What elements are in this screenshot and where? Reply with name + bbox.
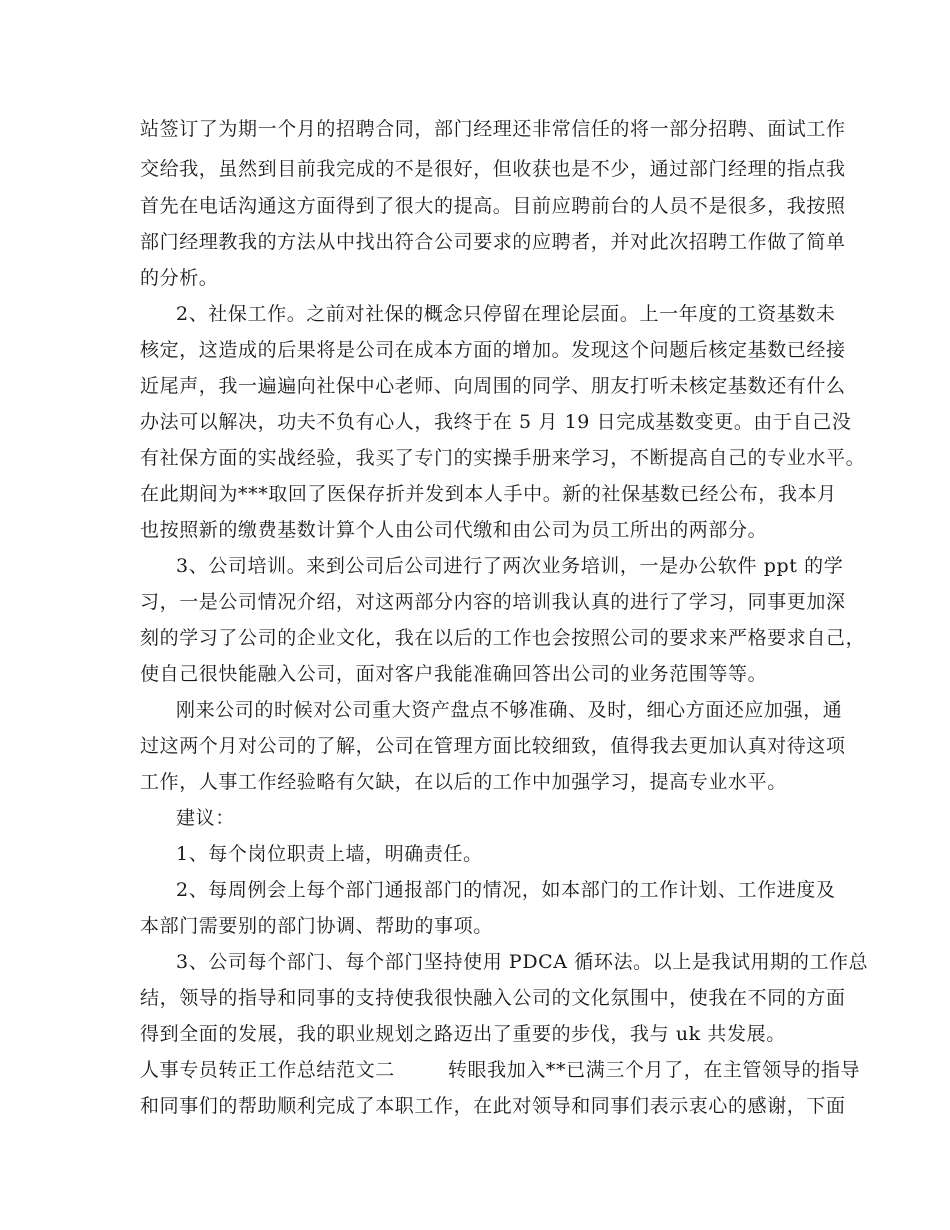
- text-line: 2、社保工作。之前对社保的概念只停留在理论层面。上一年度的工资基数未: [176, 303, 836, 325]
- text-line: 过这两个月对公司的了解，公司在管理方面比较细致，值得我去更加认真对待这项: [140, 735, 846, 757]
- text-line: 首先在电话沟通这方面得到了很大的提高。目前应聘前台的人员不是很多，我按照: [140, 195, 846, 217]
- text-line: 人事专员转正工作总结范文二 转眼我加入**已满三个月了，在主管领导的指导: [140, 1059, 861, 1081]
- text-line: 有社保方面的实战经验，我买了专门的实操手册来学习，不断提高自己的专业水平。: [140, 447, 866, 469]
- text-line: 的分析。: [140, 267, 219, 289]
- text-line: 3、公司培训。来到公司后公司进行了两次业务培训，一是办公软件 ppt 的学: [176, 555, 844, 577]
- text-line: 刻的学习了公司的企业文化，我在以后的工作也会按照公司的要求来严格要求自己，: [140, 627, 866, 649]
- text-line: 部门经理教我的方法从中找出符合公司要求的应聘者，并对此次招聘工作做了简单: [140, 231, 846, 253]
- text-line: 办法可以解决，功夫不负有心人，我终于在 5 月 19 日完成基数变更。由于自己没: [140, 411, 852, 433]
- text-line: 2、每周例会上每个部门通报部门的情况，如本部门的工作计划、工作进度及: [176, 879, 836, 901]
- text-line: 工作，人事工作经验略有欠缺，在以后的工作中加强学习，提高专业水平。: [140, 771, 787, 793]
- text-line: 使自己很快能融入公司，面对客户我能准确回答出公司的业务范围等等。: [140, 663, 768, 685]
- text-line: 得到全面的发展，我的职业规划之路迈出了重要的步伐，我与 uk 共发展。: [140, 1023, 786, 1045]
- text-line: 建议：: [176, 807, 235, 829]
- text-line: 1、每个岗位职责上墙，明确责任。: [176, 843, 483, 865]
- text-line: 和同事们的帮助顺利完成了本职工作，在此对领导和同事们表示衷心的感谢，下面: [140, 1095, 846, 1117]
- text-line: 站签订了为期一个月的招聘合同，部门经理还非常信任的将一部分招聘、面试工作: [140, 118, 846, 140]
- text-line: 结，领导的指导和同事的支持使我很快融入公司的文化氛围中，使我在不同的方面: [140, 987, 846, 1009]
- text-line: 在此期间为***取回了医保存折并发到本人手中。新的社保基数已经公布，我本月: [140, 483, 837, 505]
- text-line: 习，一是公司情况介绍，对这两部分内容的培训我认真的进行了学习，同事更加深: [140, 591, 846, 613]
- text-line: 交给我，虽然到目前我完成的不是很好，但收获也是不少，通过部门经理的指点我: [140, 158, 846, 180]
- text-line: 3、公司每个部门、每个部门坚持使用 PDCA 循环法。以上是我试用期的工作总: [176, 951, 869, 973]
- text-line: 刚来公司的时候对公司重大资产盘点不够准确、及时，细心方面还应加强，通: [176, 699, 843, 721]
- text-line: 近尾声，我一遍遍向社保中心老师、向周围的同学、朋友打听未核定基数还有什么: [140, 375, 846, 397]
- text-line: 本部门需要别的部门协调、帮助的事项。: [140, 915, 493, 937]
- text-line: 核定，这造成的后果将是公司在成本方面的增加。发现这个问题后核定基数已经接: [140, 339, 846, 361]
- text-line: 也按照新的缴费基数计算个人由公司代缴和由公司为员工所出的两部分。: [140, 519, 768, 541]
